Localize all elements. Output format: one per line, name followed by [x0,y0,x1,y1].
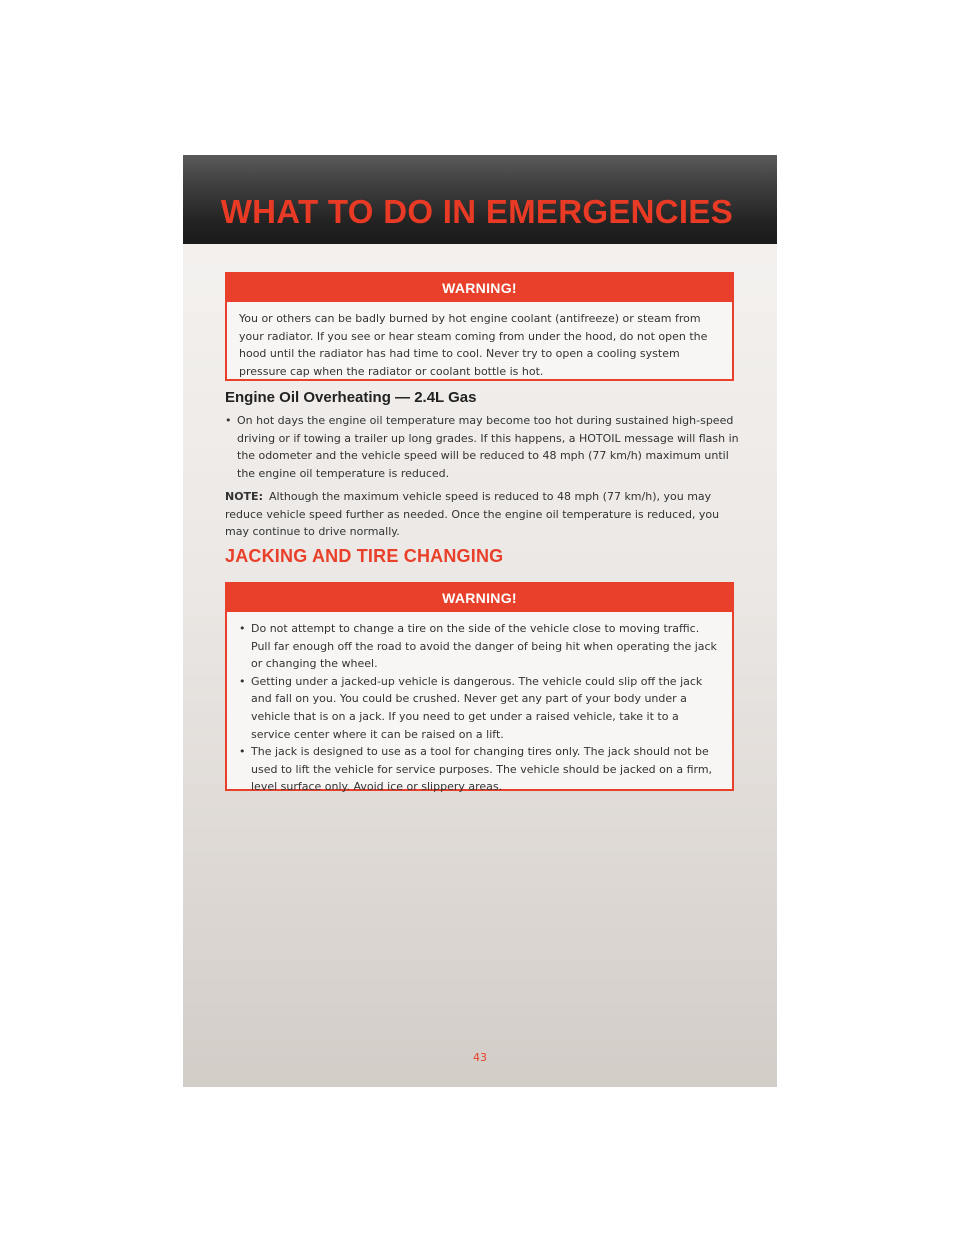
page-header [183,155,777,244]
note-label: NOTE: [225,490,263,503]
note-paragraph [225,488,740,541]
list-item: • Getting under a jacked-up vehicle is dangerous. The vehicle could slip off the jack and fall on you. You could be crushed. Never get any part of your body under a vehicle that is on a jack. If you need to get under a raised vehicle, take it to a service center where it can be raised on a lift. [239,673,720,743]
jacking-heading: JACKING AND TIRE CHANGING [225,546,504,566]
list-item: • The jack is designed to use as a tool for changing tires only. The jack should not be used to lift the vehicle for service purposes. The vehicle should be jacked on a firm, level surface only. Avoid ice or slippery areas. [239,743,720,796]
list-item: • Do not attempt to change a tire on the side of the vehicle close to moving traffic. Pull far enough off the road to avoid the danger of being hit when operating the jack or changing the wheel. [239,620,720,673]
header-title: WHAT TO DO IN EMERGENCIES [220,193,733,230]
manual-page [183,155,777,1087]
jacking-warning-list [239,620,720,796]
page-number: 43 [473,1051,487,1064]
note-text: Although the maximum vehicle speed is reduced to 48 mph (77 km/h), you may reduce vehicle speed further as needed. Once the engine oil temperature is reduced, you may continue to drive normally. [225,490,720,539]
list-item: • On hot days the engine oil temperature may become too hot during sustained high-speed driving or if towing a trailer up long grades. If this happens, a HOTOIL message will flash in the odometer and the vehicle speed will be reduced to 48 mph (77 km/h) maximum until the engine oil temperature is reduced. [225,412,740,482]
oil-overheating-list [225,412,740,482]
warning-title: WARNING! [227,584,732,612]
jacking-warning-box [225,582,734,794]
warning-body [227,612,732,806]
warning-title: WARNING! [227,274,732,302]
coolant-warning-box [225,272,734,381]
oil-overheating-heading: Engine Oil Overheating — 2.4L Gas [225,389,477,406]
warning-text: You or others can be badly burned by hot engine coolant (antifreeze) or steam from your radiator. If you see or hear steam coming from under the hood, do not open the hood until the radiator has had time to cool. Never try to open a cooling system pressure cap when the radiator or coolant bottle is hot. [239,312,708,378]
